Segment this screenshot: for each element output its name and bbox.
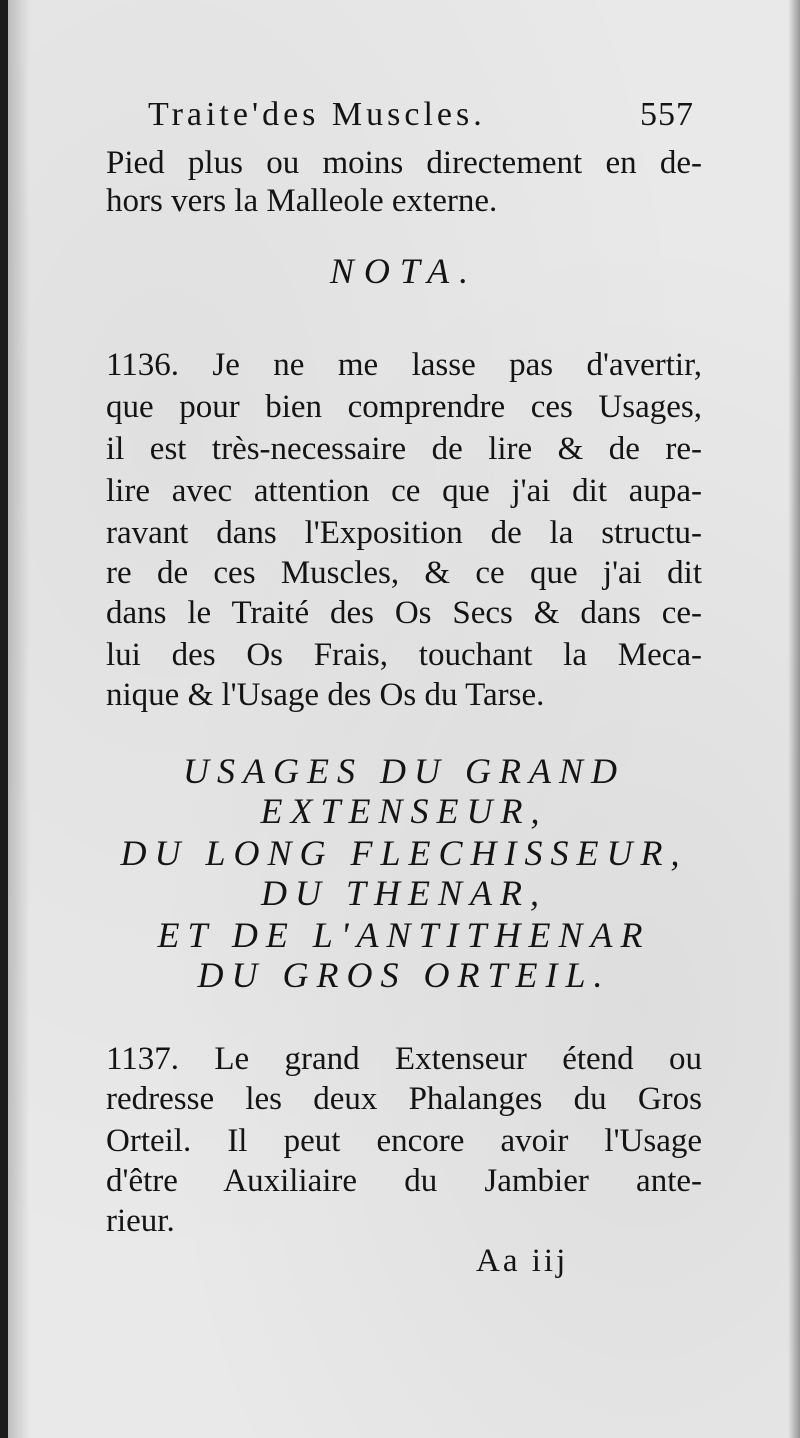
book-page: [8, 0, 800, 1438]
text-line: Orteil. Il peut encore avoir l'Usage: [106, 1123, 702, 1159]
signature-mark: Aa iij: [476, 1243, 569, 1279]
text-line: redresse les deux Phalanges du Gros: [106, 1081, 702, 1117]
heading-line: DU LONG FLECHISSEUR,: [120, 833, 688, 873]
text-line: il est très-necessaire de lire & de re-: [106, 431, 702, 467]
heading-line: ET DE L'ANTITHENAR: [157, 915, 651, 955]
text-line: lire avec attention ce que j'ai dit aupa-: [106, 473, 702, 509]
text-line: re de ces Muscles, & ce que j'ai dit: [106, 555, 702, 591]
page-number: 557: [640, 96, 694, 133]
text-line: ravant dans l'Exposition de la structu-: [106, 515, 702, 551]
heading-line: USAGES DU GRAND: [183, 751, 625, 791]
gutter-shadow: [8, 0, 30, 1438]
text-line: 1137. Le grand Extenseur étend ou: [106, 1041, 702, 1077]
text-line: nique & l'Usage des Os du Tarse.: [106, 677, 545, 713]
text-line: dans le Traité des Os Secs & dans ce-: [106, 595, 702, 631]
text-line: Pied plus ou moins directement en de-: [106, 145, 702, 181]
running-head-title: Traite'des Muscles.: [148, 96, 486, 133]
text-line: hors vers la Malleole externe.: [106, 183, 498, 219]
text-line: d'être Auxiliaire du Jambier ante-: [106, 1163, 702, 1199]
heading-line: DU THENAR,: [261, 873, 547, 913]
text-line: que pour bien comprendre ces Usages,: [106, 389, 702, 425]
heading-line: EXTENSEUR,: [260, 791, 548, 831]
text-line: 1136. Je ne me lasse pas d'avertir,: [106, 347, 702, 383]
running-head: [148, 96, 708, 134]
heading-line: DU GROS ORTEIL.: [197, 955, 611, 995]
page-edge: [788, 0, 800, 1438]
nota-heading: NOTA.: [329, 251, 479, 291]
text-line: rieur.: [106, 1203, 175, 1239]
text-line: lui des Os Frais, touchant la Meca-: [106, 637, 702, 673]
